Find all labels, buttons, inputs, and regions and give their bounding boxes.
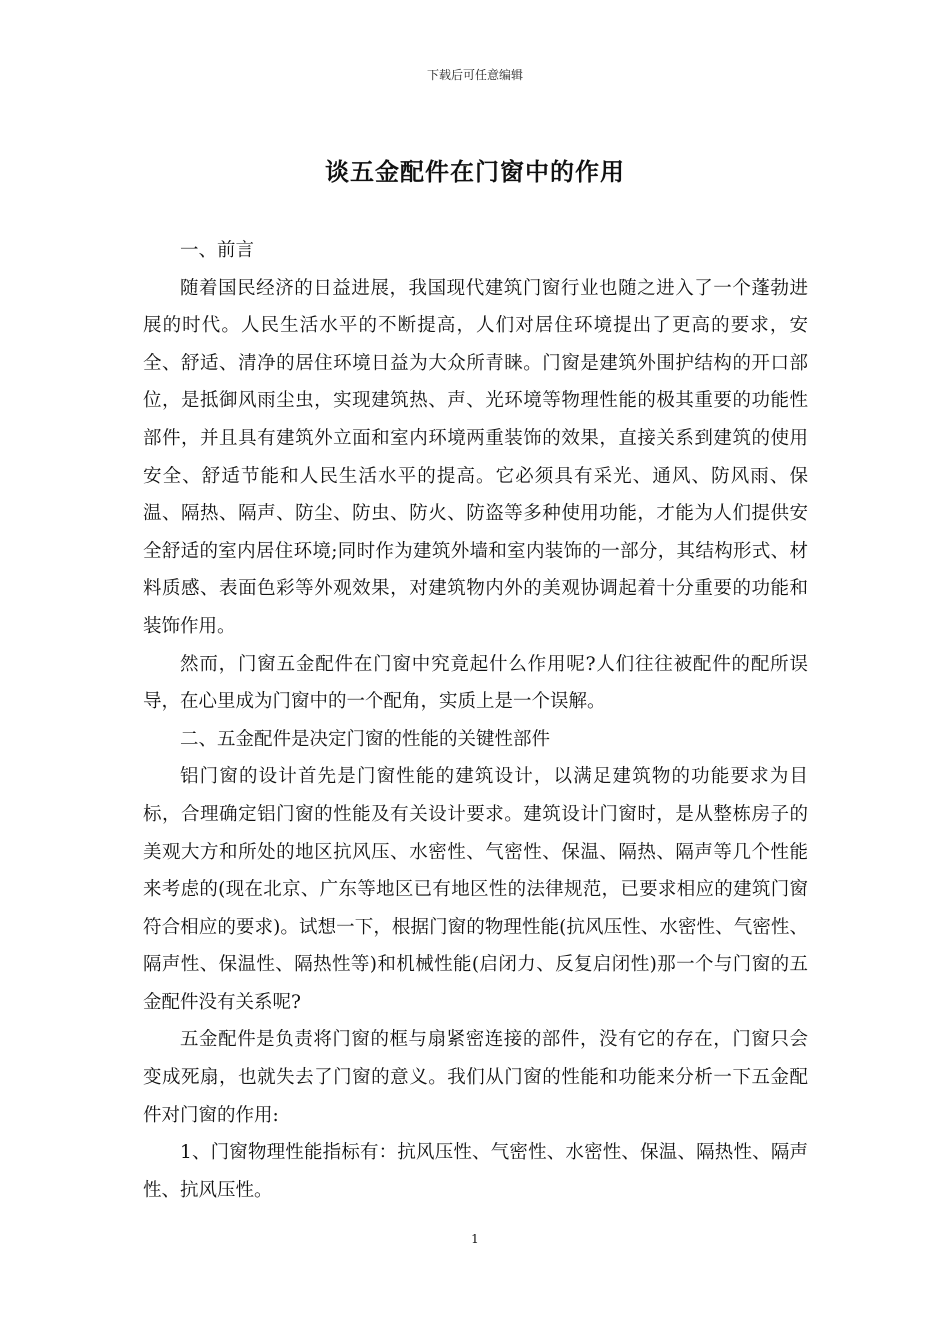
document-title: 谈五金配件在门窗中的作用 bbox=[325, 157, 625, 186]
page-header-note: 下载后可任意编辑 bbox=[426, 68, 523, 82]
paragraph: 1、门窗物理性能指标有：抗风压性、气密性、水密性、保温、隔热性、隔声性、抗风压性。 bbox=[143, 1142, 808, 1201]
page-number: 1 bbox=[471, 1232, 479, 1246]
paragraph: 五金配件是负责将门窗的框与扇紧密连接的部件，没有它的存在，门窗只会变成死扇，也就失去了门窗的意义。我们从门窗的性能和功能来分析一下五金配件对门窗的作用: bbox=[143, 1029, 808, 1126]
paragraph: 然而，门窗五金配件在门窗中究竟起什么作用呢?人们往往被配件的配所误导，在心里成为门窗中的一个配角，实质上是一个误解。 bbox=[143, 653, 808, 713]
section-heading-preface: 一、前言 bbox=[180, 240, 255, 261]
section-heading-hardware: 二、五金配件是决定门窗的性能的关键性部件 bbox=[180, 728, 551, 750]
paragraph: 随着国民经济的日益进展，我国现代建筑门窗行业也随之进入了一个蓬勃进展的时代。人民生活水平的不断提高，人们对居住环境提出了更高的要求，安全、舒适、清净的居住环境日益为大众所青睐。门窗是建筑外围护结构的开口部位，是抵御风雨尘虫，实现建筑热、声、光环境等物理性能的极其重要的功能性部件，并且具有建筑外立面和室内环境两重装饰的效果，直接关系到建筑的使用安全、舒适节能和人民生活水平的提高。它必须具有采光、通风、防风雨、保温、隔热、隔声、防尘、防虫、防火、防盗等多种使用功能，才能为人们提供安全舒适的室内居住环境;同时作为建筑外墙和室内装饰的一部分，其结构形式、材料质感、表面色彩等外观效果，对建筑物内外的美观协调起着十分重要的功能和装饰作用。 bbox=[143, 277, 808, 637]
document-body bbox=[143, 232, 808, 1209]
paragraph: 铝门窗的设计首先是门窗性能的建筑设计，以满足建筑物的功能要求为目标，合理确定铝门窗的性能及有关设计要求。建筑设计门窗时，是从整栋房子的美观大方和所处的地区抗风压、水密性、气密性、保温、隔热、隔声等几个性能来考虑的(现在北京、广东等地区已有地区性的法律规范，已要求相应的建筑门窗符合相应的要求)。试想一下，根据门窗的物理性能(抗风压性、水密性、气密性、隔声性、保温性、隔热性等)和机械性能(启闭力、反复启闭性)那一个与门窗的五金配件没有关系呢? bbox=[143, 766, 808, 1013]
